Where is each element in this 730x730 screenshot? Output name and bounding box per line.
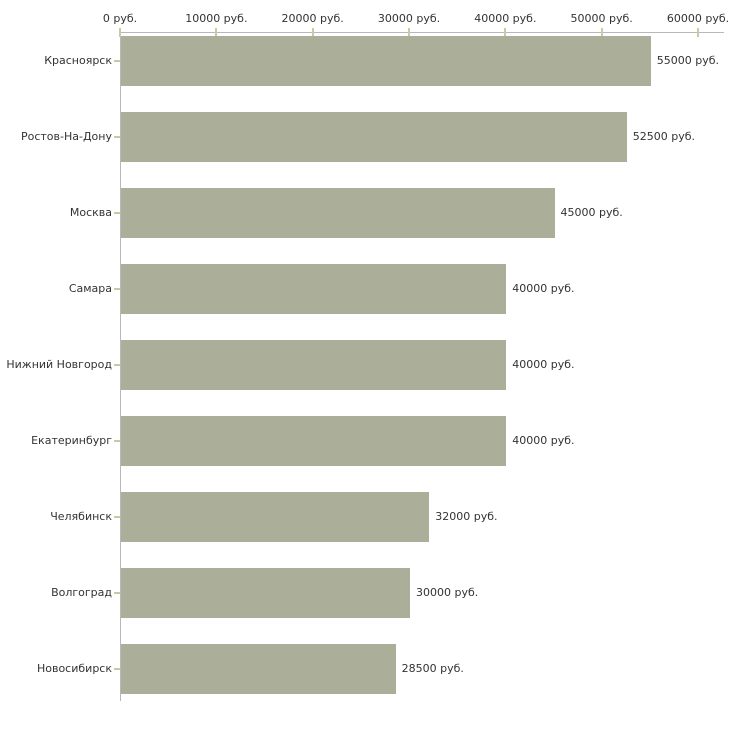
value-label: 40000 руб. <box>512 434 575 447</box>
x-tick-label: 30000 руб. <box>377 12 441 25</box>
category-tick-mark <box>114 516 120 518</box>
category-tick-mark <box>114 668 120 670</box>
bar <box>121 264 506 314</box>
value-label: 28500 руб. <box>401 662 464 675</box>
bar-row <box>0 188 730 238</box>
bar <box>121 188 555 238</box>
category-label: Москва <box>69 206 112 219</box>
bar-row <box>0 568 730 618</box>
category-label: Красноярск <box>44 54 112 67</box>
value-label: 52500 руб. <box>632 130 696 143</box>
value-label: 40000 руб. <box>512 282 575 295</box>
x-tick-label: 40000 руб. <box>474 12 537 25</box>
x-tick-label: 60000 руб. <box>666 12 730 25</box>
category-tick-mark <box>114 60 120 62</box>
bar-row <box>0 36 730 86</box>
bar-row <box>0 416 730 466</box>
category-tick-mark <box>114 364 120 366</box>
category-label: Волгоград <box>51 586 112 599</box>
category-label: Нижний Новгород <box>6 358 112 371</box>
category-tick-mark <box>114 288 120 290</box>
value-label: 55000 руб. <box>656 54 720 67</box>
category-label: Самара <box>68 282 112 295</box>
category-label: Ростов-На-Дону <box>20 130 112 143</box>
category-tick-mark <box>114 592 120 594</box>
category-label: Новосибирск <box>36 662 112 675</box>
bar <box>121 36 651 86</box>
category-label: Челябинск <box>50 510 112 523</box>
bar <box>121 644 396 694</box>
category-tick-mark <box>114 440 120 442</box>
bar <box>121 568 410 618</box>
x-tick-label: 20000 руб. <box>281 12 344 25</box>
bar-row <box>0 112 730 162</box>
category-tick-mark <box>114 136 120 138</box>
bar <box>121 492 429 542</box>
bar-row <box>0 264 730 314</box>
category-label: Екатеринбург <box>31 434 112 447</box>
value-label: 45000 руб. <box>560 206 623 219</box>
bar <box>121 112 627 162</box>
x-axis-line <box>120 32 724 33</box>
bar-row <box>0 340 730 390</box>
bar-row <box>0 492 730 542</box>
x-tick-label: 50000 руб. <box>570 12 633 25</box>
x-tick-label: 10000 руб. <box>185 12 248 25</box>
value-label: 30000 руб. <box>416 586 479 599</box>
value-label: 40000 руб. <box>512 358 575 371</box>
bar-row <box>0 644 730 694</box>
bar <box>121 416 506 466</box>
x-tick-label: 0 руб. <box>102 12 138 25</box>
category-tick-mark <box>114 212 120 214</box>
value-label: 32000 руб. <box>435 510 498 523</box>
bar <box>121 340 506 390</box>
